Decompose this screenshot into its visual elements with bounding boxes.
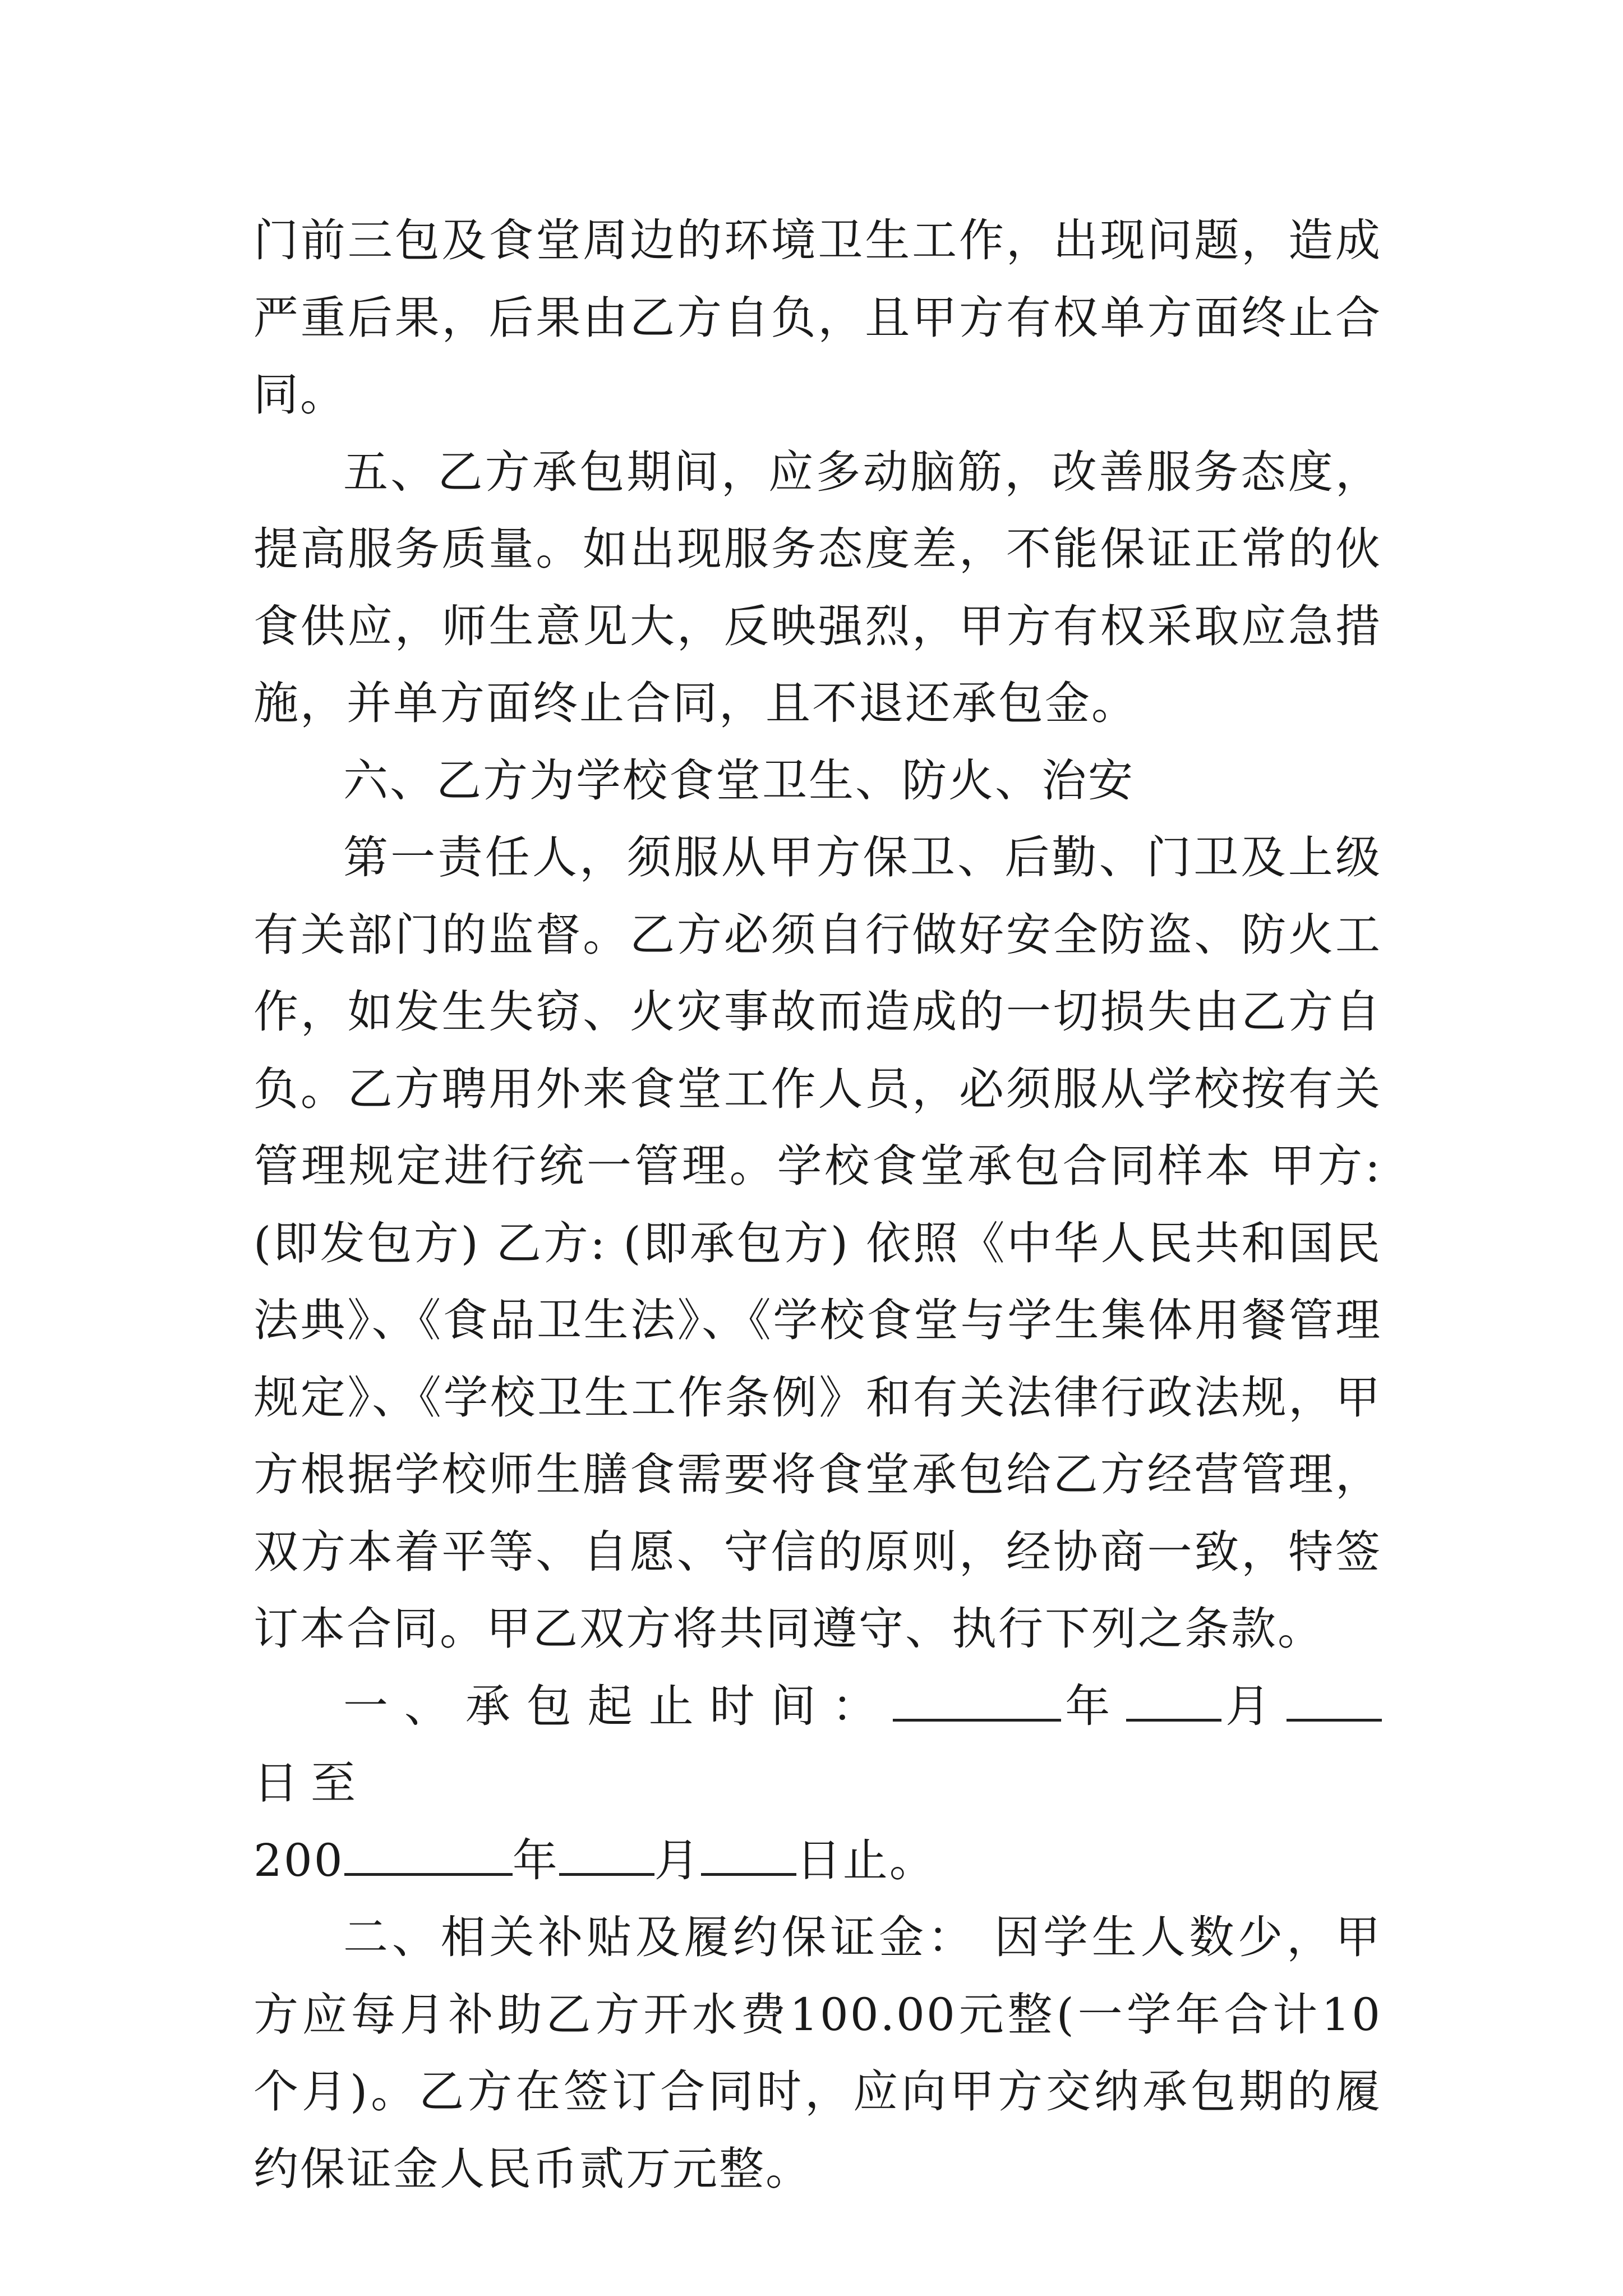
term-day-to-label: 日至	[253, 1757, 368, 1809]
term-month2-label: 月	[654, 1834, 701, 1887]
blank-start-day	[1287, 1674, 1382, 1722]
paragraph-hygiene-clause: 门前三包及食堂周边的环境卫生工作，出现问题，造成严重后果，后果由乙方自负，且甲方有权单方面终止合同。	[253, 214, 1382, 421]
blank-end-month	[559, 1828, 654, 1876]
term-year-prefix: 200	[253, 1834, 344, 1887]
blank-end-day	[701, 1828, 796, 1876]
blank-end-year	[344, 1828, 513, 1876]
term-day-end-label: 日止。	[796, 1834, 936, 1887]
term-year2-label: 年	[512, 1834, 559, 1887]
contract-text	[253, 202, 1382, 2207]
paragraph-safety-body: 第一责任人，须服从甲方保卫、后勤、门卫及上级有关部门的监督。乙方必须自行做好安全防盗、防火工作，如发生失窃、火灾事故而造成的一切损失由乙方自负。乙方聘用外来食堂工作人员，必须服从学校按有关管理规定进行统一管理。学校食堂承包合同样本 甲方:(即发包方) 乙方: (即承包方) 依照《中华人民共和国民法典》、《食品卫生法》、《学校食堂与学生集体用餐管理规定》、《学校卫生工作条例》和有关法律行政法规，甲方根据学校师生膳食需要将食堂承包给乙方经营管理，双方本着平等、自愿、守信的原则，经协商一致，特签订本合同。甲乙双方将共同遵守、执行下列之条款。	[253, 831, 1382, 1655]
term-year-label: 年	[1061, 1680, 1127, 1732]
blank-start-year	[893, 1674, 1061, 1722]
term-lead: 一、承包起止时间：	[343, 1680, 893, 1732]
paragraph-safety-heading: 六、乙方为学校食堂卫生、防火、治安	[343, 754, 1135, 807]
paragraph-subsidy-clause: 二、相关补贴及履约保证金： 因学生人数少，甲方应每月补助乙方开水费100.00元整(一学年合计10个月)。乙方在签订合同时，应向甲方交纳承包期的履约保证金人民币贰万元整。	[253, 1911, 1382, 2195]
term-month-label: 月	[1221, 1680, 1287, 1732]
paragraph-service-clause: 五、乙方承包期间，应多动脑筋，改善服务态度，提高服务质量。如出现服务态度差，不能保证正常的伙食供应，师生意见大，反映强烈，甲方有权采取应急措施，并单方面终止合同，且不退还承包金。	[253, 445, 1382, 729]
paragraph-term-clause	[253, 1668, 1382, 1899]
blank-start-month	[1126, 1674, 1221, 1722]
